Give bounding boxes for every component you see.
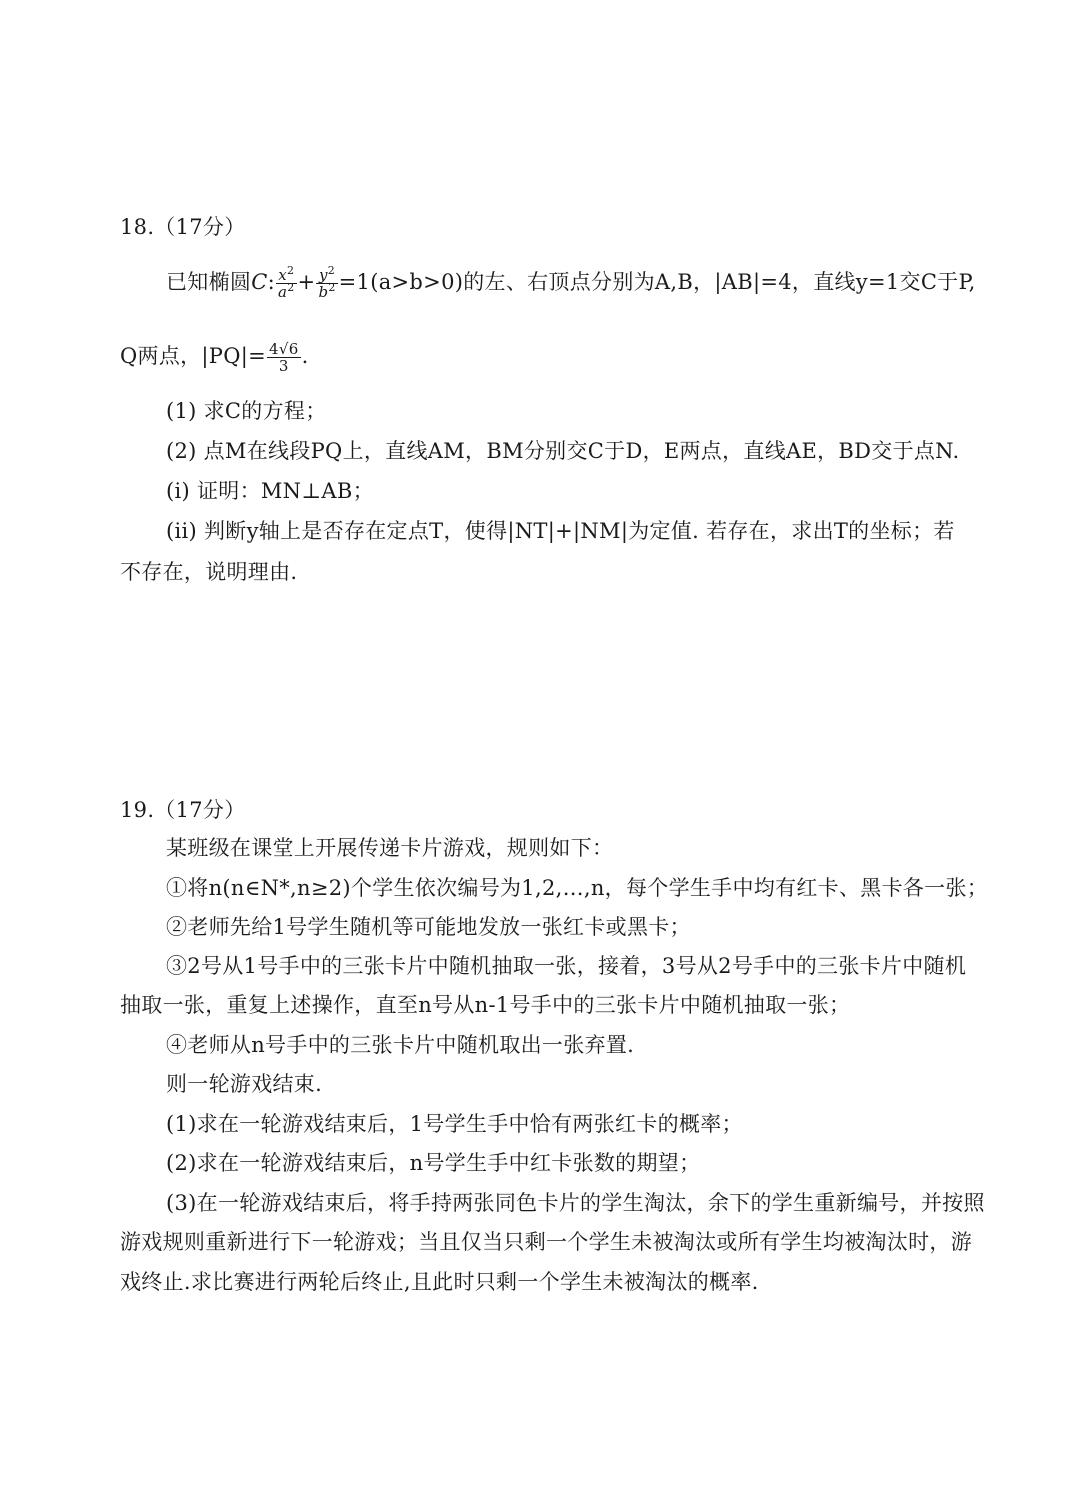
q18-part2-i: (i) 证明：MN⊥AB； [166,479,374,503]
q19-part2: (2)求在一轮游戏结束后，n号学生手中红卡张数的期望； [166,1151,701,1175]
q18-header: 18.（17分） [120,215,246,239]
q19-rule3-line1: ③2号从1号手中的三张卡片中随机抽取一张，接着，3号从2号手中的三张卡片中随机 [166,954,967,978]
q19-part3-line3: 戏终止.求比赛进行两轮后终止,且此时只剩一个学生未被淘汰的概率. [120,1270,759,1294]
q19-intro: 某班级在课堂上开展传递卡片游戏，规则如下： [166,836,614,860]
pq-length-fraction [267,341,301,374]
q19-part1: (1)求在一轮游戏结束后，1号学生手中恰有两张红卡的概率； [166,1112,743,1136]
q19-rule4: ④老师从n号手中的三张卡片中随机取出一张弃置. [166,1033,635,1057]
q19-rule3-line2: 抽取一张，重复上述操作，直至n号从n-1号手中的三张卡片中随机抽取一张； [120,993,851,1017]
q19-rule1: ①将n(n∈N*,n≥2)个学生依次编号为1,2,…,n，每个学生手中均有红卡、黑卡各一张； [166,876,989,900]
q18-intro-text-a: 已知椭圆 [166,270,252,294]
q18-part1: (1) 求C的方程； [166,399,327,423]
q19-header: 19.（17分） [120,798,246,822]
q19-rule2: ②老师先给1号学生随机等可能地发放一张红卡或黑卡； [166,915,691,939]
q18-intro-line1: 已知椭圆C: $\frac{x^2}{a^2}$ + $\frac{y^2}{b^2}$ =1(a>b>0)的左、右顶点分别为A,B，|AB|=4，直线y=1交C于P, [166,264,976,301]
ellipse-fraction-x: $\frac{x^2}{a^2}$ [277,264,295,301]
q18-intro-text-b: (a>b>0)的左、右顶点分别为A,B，|AB|=4，直线y=1交C于P, [370,270,976,294]
q19-part3-line1: (3)在一轮游戏结束后，将手持两张同色卡片的学生淘汰，余下的学生重新编号，并按照 [166,1191,985,1215]
q18-intro-text-c: Q两点，|PQ|= [120,344,267,368]
pq-denominator: 3 [278,357,289,375]
q18-part2-ii-line1: (ii) 判断y轴上是否存在定点T，使得|NT|+|NM|为定值. 若存在，求出T的坐标；若 [166,519,955,543]
pq-numerator: 4√6 [269,340,299,358]
ellipse-fraction-y: $\frac{y^2}{b^2}$ [318,264,336,301]
q19-end: 则一轮游戏结束. [166,1072,323,1096]
q18-part2-ii-line2: 不存在，说明理由. [120,560,298,584]
q18-part2: (2) 点M在线段PQ上，直线AM，BM分别交C于D，E两点，直线AE，BD交于点N. [166,439,960,463]
q18-intro-line2: Q两点，|PQ|= $\frac{4√6}{3}$ . [120,340,309,375]
q19-part3-line2: 游戏规则重新进行下一轮游戏；当且仅当只剩一个学生未被淘汰或所有学生均被淘汰时，游 [120,1230,972,1254]
